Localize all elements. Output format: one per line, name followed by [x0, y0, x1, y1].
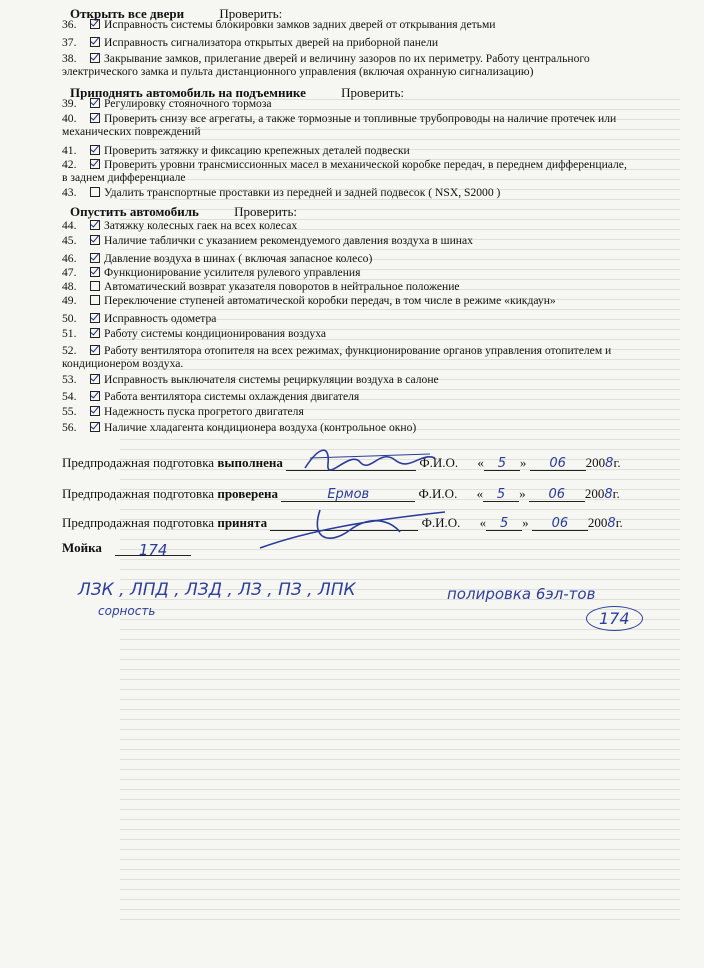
quote-close: » — [519, 455, 527, 470]
checkbox[interactable] — [90, 328, 100, 338]
quote-open: « — [477, 455, 484, 470]
checkbox[interactable] — [90, 313, 100, 323]
checkbox[interactable] — [90, 53, 100, 63]
fio-label: Ф.И.О. — [419, 455, 459, 470]
item-text: Проверить снизу все агрегаты, а также тормозные и топливные трубопроводы на наличие протечек или — [104, 112, 617, 125]
item-text-continued: электрического замка и пульта дистанционного управления (включая охранную сигнализацию) — [62, 65, 534, 78]
handwritten-note: полировка 6эл-тов — [447, 585, 596, 603]
date-year-suffix: г. — [613, 455, 621, 470]
wash-row — [62, 540, 191, 559]
date-year-hand: 8 — [605, 456, 614, 471]
fio-label: Ф.И.О. — [421, 515, 461, 530]
checklist-item — [62, 234, 652, 247]
checkbox[interactable] — [90, 145, 100, 155]
item-text: Исправность системы блокировки замков задних дверей от открывания детьми — [104, 18, 496, 31]
item-number: 48. — [62, 280, 77, 293]
item-number: 56. — [62, 421, 77, 434]
item-number: 40. — [62, 112, 77, 125]
date-month: 06 — [529, 487, 585, 502]
checklist-item — [62, 312, 652, 325]
item-number: 55. — [62, 405, 77, 418]
date-day: 5 — [483, 487, 519, 502]
checklist-item — [62, 158, 652, 184]
date-year-suffix: г. — [615, 515, 623, 530]
checklist-item — [62, 405, 652, 418]
date-day: 5 — [486, 516, 522, 531]
checkbox[interactable] — [90, 391, 100, 401]
checkbox[interactable] — [90, 98, 100, 108]
item-text: Затяжку колесных гаек на всех колесах — [104, 219, 298, 232]
item-text: Закрывание замков, прилегание дверей и величину зазоров по их периметру. Работу центрального — [104, 52, 590, 65]
item-text: Исправность сигнализатора открытых дверей на приборной панели — [104, 36, 439, 49]
item-text: Надежность пуска прогретого двигателя — [104, 405, 304, 418]
item-number: 54. — [62, 390, 77, 403]
handwritten-codes: ЛЗК , ЛПД , ЛЗД , ЛЗ , ПЗ , ЛПК — [78, 580, 356, 600]
date-year-hand: 8 — [607, 516, 616, 531]
checkbox[interactable] — [90, 220, 100, 230]
section-title: Приподнять автомобиль на подъемнике — [70, 85, 306, 100]
checklist-item — [62, 280, 652, 293]
checklist-item — [62, 327, 652, 340]
checkbox[interactable] — [90, 187, 100, 197]
date-year-prefix: 200 — [585, 455, 606, 470]
item-number: 50. — [62, 312, 77, 325]
item-text: Удалить транспортные проставки из передней и задней подвесок ( NSX, S2000 ) — [104, 186, 501, 199]
date-month: 06 — [530, 456, 586, 471]
item-number: 47. — [62, 266, 77, 279]
item-text-continued: в заднем дифференциале — [62, 171, 186, 184]
date-year-hand: 8 — [604, 487, 613, 502]
checkbox[interactable] — [90, 37, 100, 47]
item-number: 53. — [62, 373, 77, 386]
signoff-status: принята — [217, 515, 268, 530]
quote-close: » — [519, 486, 526, 501]
wash-value: 174 — [115, 541, 191, 556]
checkbox[interactable] — [90, 113, 100, 123]
checklist-item — [62, 390, 652, 403]
checklist-item — [62, 266, 652, 279]
item-text: Наличие таблички с указанием рекомендуемого давления воздуха в шинах — [104, 234, 473, 247]
section-check-label: Проверить: — [341, 85, 405, 100]
checkbox[interactable] — [90, 235, 100, 245]
item-number: 46. — [62, 252, 77, 265]
checkbox[interactable] — [90, 281, 100, 291]
signoff-status: проверена — [217, 486, 279, 501]
item-number: 36. — [62, 18, 77, 31]
signature-scribble-3 — [250, 500, 450, 560]
checklist-item — [62, 18, 652, 31]
item-text: Работу системы кондиционирования воздуха — [104, 327, 326, 340]
signoff-prefix: Предпродажная подготовка — [62, 486, 215, 501]
checklist-item — [62, 421, 652, 434]
fio-label: Ф.И.О. — [418, 486, 458, 501]
checklist-item — [62, 36, 652, 49]
item-number: 41. — [62, 144, 77, 157]
item-text: Функционирование усилителя рулевого управления — [104, 266, 361, 279]
checklist-item — [62, 52, 652, 78]
item-text: Работу вентилятора отопителя на всех режимах, функционирование органов управления отопителем и — [104, 344, 612, 357]
quote-open: « — [479, 515, 487, 530]
section-title: Открыть все двери — [70, 6, 185, 21]
item-text: Автоматический возврат указателя поворотов в нейтральное положение — [104, 280, 460, 293]
date-month: 06 — [532, 516, 588, 531]
date-year-prefix: 200 — [584, 486, 605, 501]
checklist-item — [62, 252, 652, 265]
wash-label: Мойка — [62, 540, 102, 555]
checklist-item — [62, 373, 652, 386]
item-number: 51. — [62, 327, 77, 340]
item-number: 37. — [62, 36, 77, 49]
item-number: 45. — [62, 234, 77, 247]
item-number: 38. — [62, 52, 77, 65]
item-number: 43. — [62, 186, 77, 199]
item-text: Регулировку стояночного тормоза — [104, 97, 272, 110]
item-number: 52. — [62, 344, 77, 357]
quote-close: » — [522, 515, 529, 530]
checkbox[interactable] — [90, 406, 100, 416]
item-text: Наличие хладагента кондиционера воздуха (контрольное окно) — [104, 421, 417, 434]
checklist-item — [62, 344, 652, 370]
item-text-continued: кондиционером воздуха. — [62, 357, 184, 370]
checkbox[interactable] — [90, 422, 100, 432]
item-text: Проверить затяжку и фиксацию крепежных деталей подвески — [104, 144, 410, 157]
checkbox[interactable] — [90, 267, 100, 277]
checkbox[interactable] — [90, 345, 100, 355]
checklist-item — [62, 219, 652, 232]
item-number: 44. — [62, 219, 77, 232]
item-text: Давление воздуха в шинах ( включая запасное колесо) — [104, 252, 373, 265]
item-number: 49. — [62, 294, 77, 307]
section-title: Опустить автомобиль — [70, 204, 199, 219]
checkbox[interactable] — [90, 295, 100, 305]
item-number: 39. — [62, 97, 77, 110]
handwritten-sub: сорность — [98, 604, 156, 618]
checklist-item — [62, 294, 652, 307]
handwritten-circled: 174 — [586, 606, 643, 631]
checkbox[interactable] — [90, 374, 100, 384]
date-year-suffix: г. — [612, 486, 620, 501]
signoff-prefix: Предпродажная подготовка — [62, 515, 215, 530]
checkbox[interactable] — [90, 253, 100, 263]
item-text: Исправность одометра — [104, 312, 217, 325]
date-year-prefix: 200 — [587, 515, 608, 530]
signoff-status: выполнена — [217, 455, 283, 470]
item-text: Проверить уровни трансмиссионных масел в механической коробке передач, в переднем дифференциале, — [104, 158, 627, 171]
signoff-prefix: Предпродажная подготовка — [62, 455, 215, 470]
item-text-continued: механических повреждений — [62, 125, 201, 138]
checklist-item — [62, 186, 652, 199]
checklist-item — [62, 97, 652, 110]
signature-text: Ермов — [281, 487, 415, 502]
quote-open: « — [476, 486, 484, 501]
section-check-label: Проверить: — [234, 204, 298, 219]
checkbox[interactable] — [90, 159, 100, 169]
item-number: 42. — [62, 158, 77, 171]
item-text: Переключение ступеней автоматической коробки передач, в том числе в режиме «кикдаун» — [104, 294, 556, 307]
section-lower — [70, 204, 297, 220]
date-day: 5 — [484, 456, 520, 471]
checkbox[interactable] — [90, 19, 100, 29]
checklist-item — [62, 112, 652, 138]
item-text: Исправность выключателя системы рециркуляции воздуха в салоне — [104, 373, 439, 386]
item-text: Работа вентилятора системы охлаждения двигателя — [104, 390, 360, 403]
signature-scribble-1 — [300, 440, 440, 480]
checklist-item — [62, 144, 652, 157]
section-check-label: Проверить: — [219, 6, 283, 21]
